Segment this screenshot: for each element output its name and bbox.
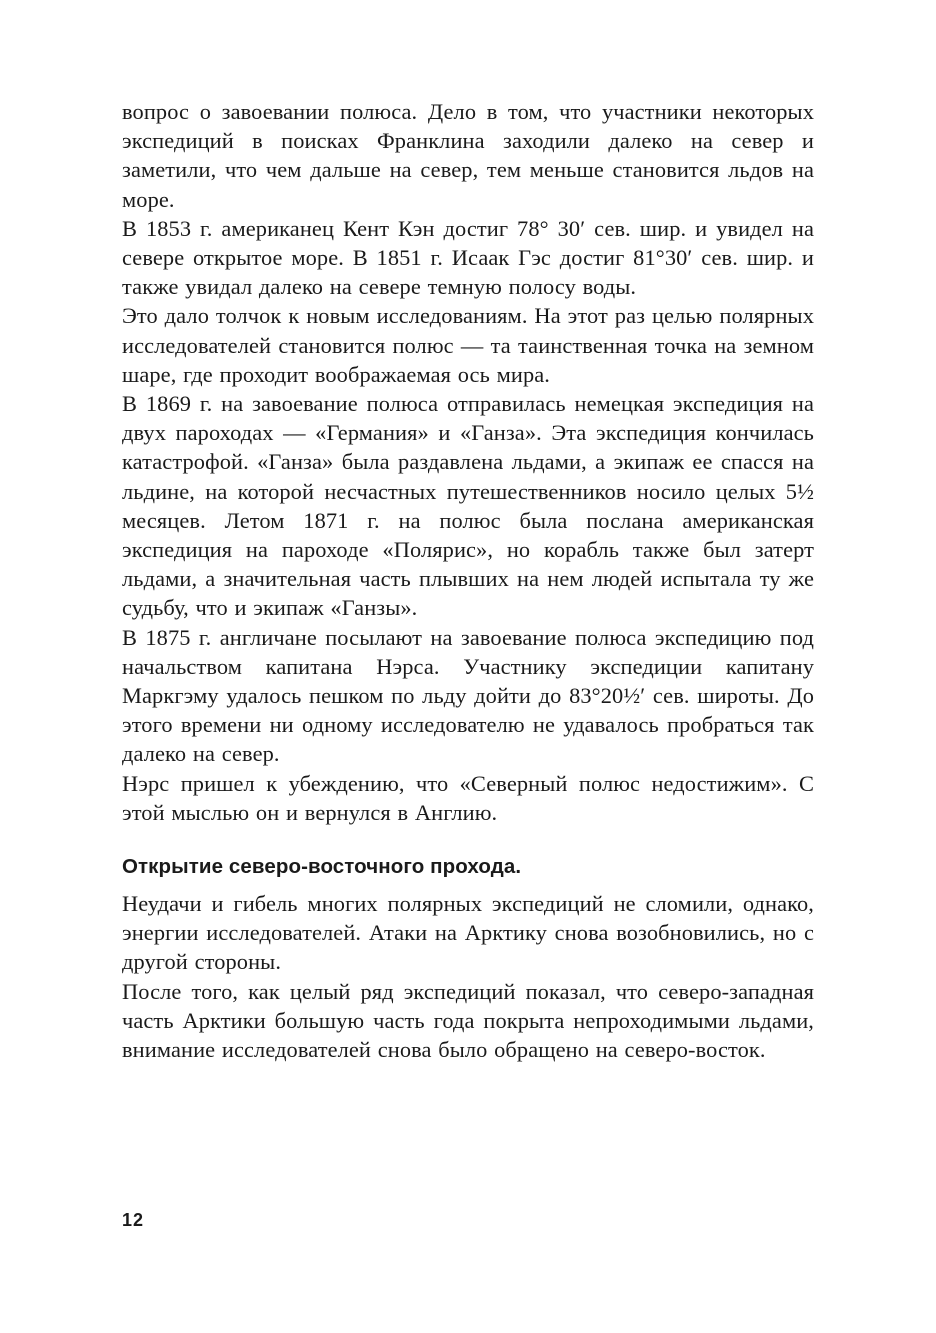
paragraph-5: В 1875 г. англичане посылают на завоевание полюса экспедицию под начальством капитана Нэрса. Участнику экспедиции капитану Маркгэму удалось пешком по льду дойти до 83°20½′ сев. широты. До этого времени ни одному исследователю не удавалось пробраться так далеко на север. bbox=[122, 624, 814, 767]
page-body bbox=[122, 97, 814, 1064]
section-heading: Открытие северо-восточного прохода. bbox=[122, 855, 522, 879]
paragraph-4: В 1869 г. на завоевание полюса отправилась немецкая экспедиция на двух пароходах — «Германия» и «Ганза». Эта экспедиция кончилась катастрофой. «Ганза» была раздавлена льдами, а экипаж ее спасся на льдине, на которой несчастных путешественников носило целых 5½ месяцев. Летом 1871 г. на полюс была послана американская экспедиция на пароходе «Полярис», но корабль также был затерт льдами, а значительная часть плывших на нем людей испытала ту же судьбу, что и экипаж «Ганзы». bbox=[122, 391, 814, 621]
paragraph-3: Это дало толчок к новым исследованиям. На этот раз целью полярных исследователей становится полюс — та таинственная точка на земном шаре, где проходит воображаемая ось мира. bbox=[122, 303, 814, 387]
paragraph-8: После того, как целый ряд экспедиций показал, что северо-западная часть Арктики большую часть года покрыта непроходимыми льдами, внимание исследователей снова было обращено на северо-восток. bbox=[122, 978, 814, 1063]
paragraph-6: Нэрс пришел к убеждению, что «Северный полюс недостижим». С этой мыслью он и вернулся в Англию. bbox=[122, 770, 814, 825]
paragraph-1: вопрос о завоевании полюса. Дело в том, что участники некоторых экспедиций в поисках Франклина заходили далеко на север и заметили, что чем дальше на север, тем меньше становится льдов на море. bbox=[122, 99, 814, 212]
page-number: 12 bbox=[122, 1210, 145, 1230]
paragraph-2: В 1853 г. американец Кент Кэн достиг 78° 30′ сев. шир. и увидел на севере открытое море. В 1851 г. Исаак Гэс достиг 81°30′ сев. шир. и также увидал далеко на севере темную полосу воды. bbox=[122, 215, 814, 300]
paragraph-7: Неудачи и гибель многих полярных экспедиций не сломили, однако, энергии исследователей. Атаки на Арктику снова возобновились, но с другой стороны. bbox=[122, 891, 814, 975]
